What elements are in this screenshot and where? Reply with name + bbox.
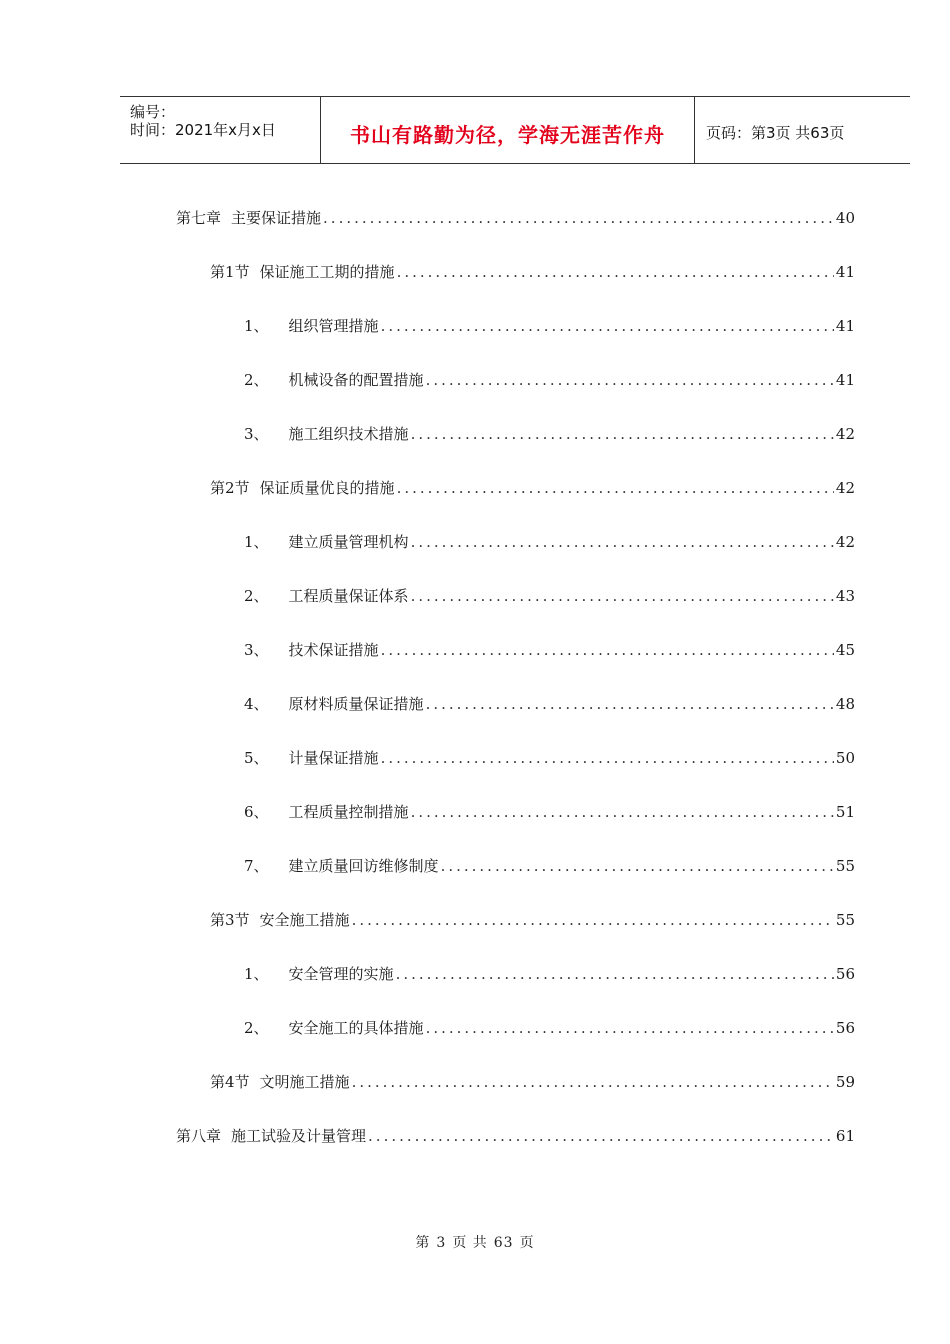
toc-leader-dots — [381, 316, 834, 336]
toc-entry-number: 4、 — [244, 695, 269, 713]
footer-mid: 页 共 — [452, 1235, 488, 1251]
toc-entry-number: 7、 — [244, 857, 269, 875]
toc-leader-dots — [381, 748, 834, 768]
footer-total-pages: 63 — [493, 1235, 514, 1251]
toc-entry[interactable] — [176, 1126, 855, 1146]
toc-entry-page: 56 — [835, 1019, 855, 1037]
toc-entry-number: 1、 — [244, 317, 269, 335]
toc-leader-dots — [397, 262, 834, 282]
toc-entry-title: 计量保证措施 — [288, 749, 379, 767]
toc-entry[interactable] — [210, 478, 855, 498]
toc-entry[interactable] — [210, 262, 855, 282]
toc-leader-dots — [381, 640, 834, 660]
toc-entry-number: 第3节 — [210, 911, 250, 929]
toc-leader-dots — [411, 424, 834, 444]
toc-entry-number: 3、 — [244, 425, 269, 443]
toc-entry-page: 59 — [835, 1073, 855, 1091]
toc-entry-number: 5、 — [244, 749, 269, 767]
toc-entry[interactable] — [244, 586, 855, 606]
toc-entry-page: 55 — [835, 857, 855, 875]
toc-entry[interactable] — [210, 1072, 855, 1092]
toc-entry[interactable] — [244, 694, 855, 714]
toc-entry-title: 保证质量优良的措施 — [259, 479, 395, 497]
toc-entry-title: 组织管理措施 — [288, 317, 379, 335]
toc-entry-title: 安全施工的具体措施 — [288, 1019, 424, 1037]
toc-leader-dots — [426, 370, 834, 390]
toc-entry-number: 6、 — [244, 803, 269, 821]
toc-entry-title: 机械设备的配置措施 — [288, 371, 424, 389]
toc-entry-number: 第1节 — [210, 263, 250, 281]
toc-entry-page: 41 — [835, 317, 855, 335]
toc-entry-title: 工程质量保证体系 — [288, 587, 409, 605]
doc-time-label: 时间：2021年x月x日 — [130, 121, 276, 139]
page-header — [120, 96, 910, 164]
toc-leader-dots — [426, 694, 834, 714]
toc-entry-page: 42 — [835, 533, 855, 551]
toc-entry-title: 工程质量控制措施 — [288, 803, 409, 821]
footer-pre: 第 — [415, 1235, 431, 1251]
toc-leader-dots — [323, 208, 834, 228]
toc-leader-dots — [368, 1126, 834, 1146]
toc-entry-page: 40 — [835, 209, 855, 227]
toc-entry[interactable] — [244, 316, 855, 336]
toc-entry-page: 50 — [835, 749, 855, 767]
header-page-label: 页码：第3页 共63页 — [706, 124, 845, 142]
toc-entry[interactable] — [244, 370, 855, 390]
toc-entry-page: 48 — [835, 695, 855, 713]
toc-entry-number: 1、 — [244, 965, 269, 983]
toc-entry-title: 建立质量回访维修制度 — [288, 857, 439, 875]
page-footer — [0, 1232, 950, 1252]
toc-entry[interactable] — [244, 1018, 855, 1038]
toc-entry-page: 42 — [835, 479, 855, 497]
toc-entry-title: 文明施工措施 — [259, 1073, 350, 1091]
toc-leader-dots — [411, 802, 834, 822]
toc-leader-dots — [411, 532, 834, 552]
toc-entry-title: 施工组织技术措施 — [288, 425, 409, 443]
toc-entry[interactable] — [244, 532, 855, 552]
toc-entry-title: 原材料质量保证措施 — [288, 695, 424, 713]
toc-entry-page: 51 — [835, 803, 855, 821]
toc-entry-title: 安全施工措施 — [259, 911, 350, 929]
toc-entry-number: 2、 — [244, 1019, 269, 1037]
toc-leader-dots — [441, 856, 834, 876]
header-page-cell — [694, 97, 910, 163]
toc-entry-title: 技术保证措施 — [288, 641, 379, 659]
toc-entry-title: 建立质量管理机构 — [288, 533, 409, 551]
toc-entry-number: 第七章 — [176, 209, 222, 227]
toc-entry-page: 41 — [835, 371, 855, 389]
toc-entry[interactable] — [176, 208, 855, 228]
toc-leader-dots — [411, 586, 834, 606]
toc-entry-number: 3、 — [244, 641, 269, 659]
doc-number-label: 编号： — [130, 103, 176, 121]
toc-leader-dots — [397, 478, 834, 498]
toc-leader-dots — [396, 964, 834, 984]
header-slogan-cell — [320, 97, 695, 163]
toc-entry-title: 保证施工工期的措施 — [259, 263, 395, 281]
toc-leader-dots — [352, 1072, 834, 1092]
toc-entry-number: 第2节 — [210, 479, 250, 497]
toc-entry-page: 56 — [835, 965, 855, 983]
toc-entry[interactable] — [244, 424, 855, 444]
toc-entry[interactable] — [244, 856, 855, 876]
header-slogan: 书山有路勤为径，学海无涯苦作舟 — [350, 123, 665, 147]
toc-entry[interactable] — [244, 964, 855, 984]
toc-entry[interactable] — [210, 910, 855, 930]
toc-entry-title: 安全管理的实施 — [288, 965, 394, 983]
toc-entry-number: 2、 — [244, 371, 269, 389]
toc-entry-page: 61 — [835, 1127, 855, 1145]
toc-leader-dots — [426, 1018, 834, 1038]
footer-page-number: 3 — [436, 1235, 447, 1251]
toc-entry[interactable] — [244, 640, 855, 660]
toc-entry-page: 41 — [835, 263, 855, 281]
toc-entry-number: 第4节 — [210, 1073, 250, 1091]
toc-entry-title: 施工试验及计量管理 — [231, 1127, 367, 1145]
toc-entry[interactable] — [244, 802, 855, 822]
toc-leader-dots — [352, 910, 834, 930]
header-doc-info — [120, 97, 320, 163]
toc-entry-page: 55 — [835, 911, 855, 929]
toc-entry[interactable] — [244, 748, 855, 768]
toc-entry-title: 主要保证措施 — [231, 209, 322, 227]
toc-entry-number: 第八章 — [176, 1127, 222, 1145]
toc-entry-page: 42 — [835, 425, 855, 443]
toc-entry-number: 1、 — [244, 533, 269, 551]
toc-entry-number: 2、 — [244, 587, 269, 605]
toc-entry-page: 43 — [835, 587, 855, 605]
toc-entry-page: 45 — [835, 641, 855, 659]
footer-post: 页 — [519, 1235, 535, 1251]
